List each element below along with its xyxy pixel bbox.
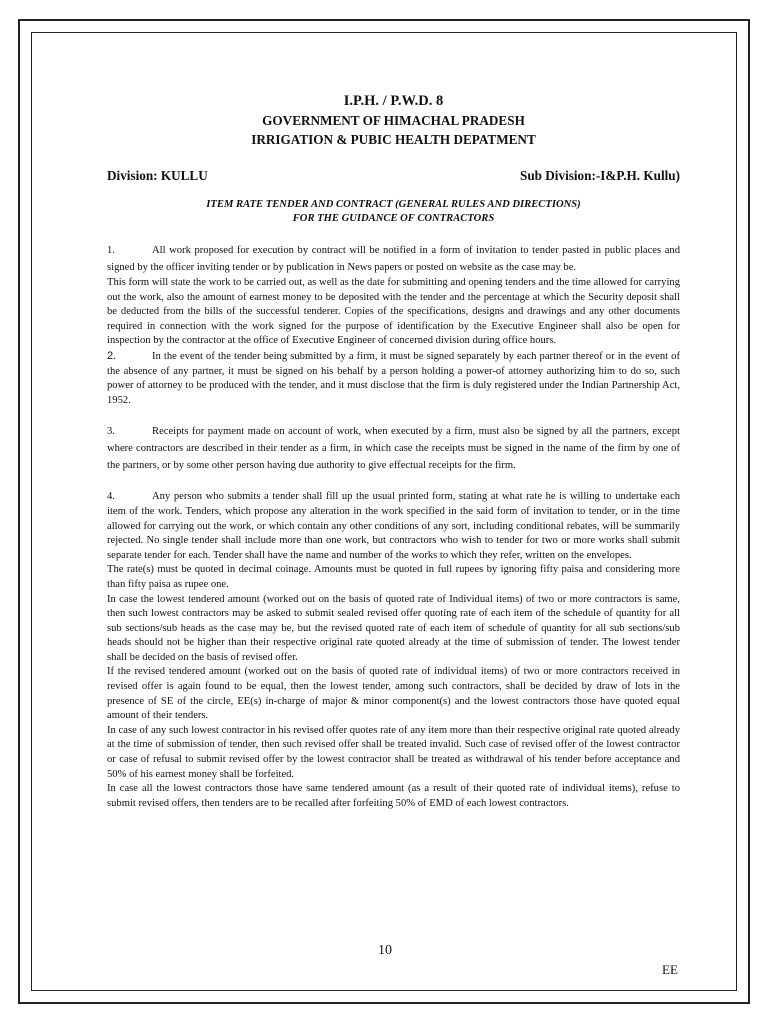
subtitle-line-1: ITEM RATE TENDER AND CONTRACT (GENERAL RULES AND DIRECTIONS) <box>206 199 581 210</box>
document-header <box>107 92 680 149</box>
footer-mark: EE <box>662 962 678 977</box>
clause-4-rates: The rate(s) must be quoted in decimal coinage. Amounts must be quoted in full rupees by ignoring fifty paisa and considering more than fifty paisa as rupee one. <box>107 564 680 590</box>
document-body <box>107 92 680 811</box>
division-label: Division: KULLU <box>107 168 208 183</box>
form-number: I.P.H. / P.W.D. 8 <box>343 93 444 109</box>
department-name: IRRIGATION & PUBIC HEALTH DEPATMENT <box>251 132 536 147</box>
clause-number: 1. <box>107 245 115 256</box>
clause-text: Any person who submits a tender shall fill up the usual printed form, stating at what rate he is willing to undertake each item of the work. Tenders, which propose any alteration in the work specified in the said form of invitation to tender, or in the time allowed for carrying out the work, or which contain any other conditions of any sort, including conditional rebates, will be summarily rejected. No single tender shall include more than one work, but contractors who wish to tender for two or more works shall submit separate tender for each. Tender shall have the name and number of the works to which they refer, written on the envelopes. <box>107 491 680 561</box>
clause-text: In the event of the tender being submitted by a firm, it must be signed separately by each partner thereof or in the event of the absence of any partner, it must be signed on his behalf by a person holding a power-of attorney authorizing him to do so, such power of attorney to be produced with the tender, and it must disclose that the firm is duly registered under the Indian Partnership Act, 1952. <box>107 350 680 406</box>
subtitle-line-2: FOR THE GUIDANCE OF CONTRACTORS <box>292 213 495 224</box>
clause-number: 3. <box>107 426 115 438</box>
clause-4-draw-of-lots: If the revised tendered amount (worked out on the basis of quoted rate of individual items) of two or more contractors received in revised offer is again found to be equal, then the lowest tender, among such contractors, shall be decided by draw of lots in the presence of SE of the circle, EE(s) in-charge of major & minor component(s) and the lowest contractors those have quoted equal amount of their tenders. <box>107 666 680 722</box>
clause-4 <box>107 490 680 563</box>
clause-4-recall: In case all the lowest contractors those have same tendered amount (as a result of their quoted rate of individual items), refuse to submit revised offers, then tenders are to be recalled after forfeiting 50% of EMD of each lowest contractors. <box>107 783 680 809</box>
government-name: GOVERNMENT OF HIMACHAL PRADESH <box>262 113 525 128</box>
clause-4-equal-tenders: In case the lowest tendered amount (worked out on the basis of quoted rate of Individual items) of two or more contractors is same, then such lowest contractors may be asked to submit sealed revised offer quoting rate of each item of the schedule of quantity for all sub sections/sub heads as the case may be, but the revised quoted rate of each item of schedule of quantity for all sub sections/sub heads should not be higher than their respective original rate quoted already at the time of submission of tender. The lowest tender shall be decided on the basis of revised offer. <box>107 593 680 663</box>
clause-text: All work proposed for execution by contract will be notified in a form of invitation to tender pasted in public places and signed by the officer inviting tender or by publication in News papers or posted on website as the case may be. <box>107 245 680 273</box>
clause-3 <box>107 423 680 474</box>
document-subtitle <box>107 198 680 226</box>
sub-division-label: Sub Division:-I&P.H. Kullu) <box>519 168 680 183</box>
clause-number: 2. <box>107 349 117 362</box>
clause-1-continuation: This form will state the work to be carried out, as well as the date for submitting and opening tenders and the time allowed for carrying out the work, also the amount of earnest money to be deposited with the tender and the percentage at which the Security deposit shall be deducted from the bills of the successful tenderer. Copies of the specifications, designs and drawings and any other documents required in connection with the work signed for the purpose of identification by the Executive Engineer shall also be open for inspection by the contractor at the office of Executive Engineer of concerned division during office hours. <box>107 277 680 347</box>
clause-text: Receipts for payment made on account of work, when executed by a firm, must also be signed by all the partners, except where contractors are described in their tender as a firm, in which case the receipts must be signed in the name of the firm by one of the partners, or by some other person having due authority to give effectual receipts for the firm. <box>107 426 680 472</box>
clause-1 <box>107 242 680 276</box>
page-number: 10 <box>378 943 392 958</box>
clause-2 <box>107 349 680 408</box>
division-row <box>107 168 680 184</box>
clause-4-invalid-offer: In case of any such lowest contractor in his revised offer quotes rate of any item more than their respective original rate quoted already at the time of submission of tender, then such revised offer shall be treated invalid. Such case of revised offer of the lowest contractor or case of refusal to submit revised offer by the lowest contractor shall be treated as withdrawal of his tender before acceptance and 50% of his earnest money shall be forfeited. <box>107 724 680 780</box>
clause-number: 4. <box>107 491 115 503</box>
